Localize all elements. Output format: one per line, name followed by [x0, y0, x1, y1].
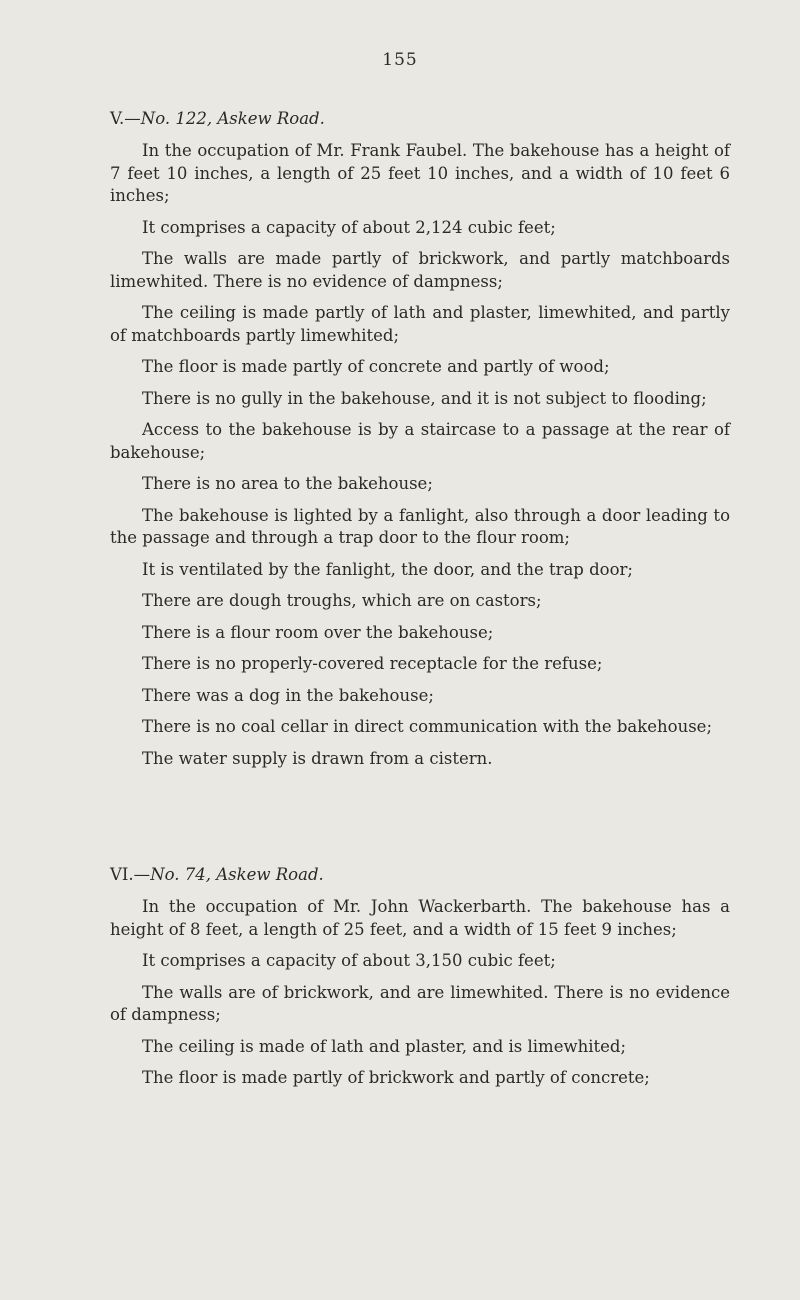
paragraph: The bakehouse is lighted by a fanlight, also through a door leading to the passage and through a trap door to the flour room;	[110, 505, 730, 547]
section-roman: V.—	[110, 109, 141, 128]
paragraph: The ceiling is made partly of lath and plaster, limewhited, and partly of matchboards partly limewhited;	[110, 303, 730, 345]
page-number: 155	[382, 50, 418, 70]
section-heading	[110, 864, 730, 886]
paragraph: Access to the bakehouse is by a staircase to a passage at the rear of bakehouse;	[110, 420, 730, 462]
section-address: No. 122, Askew Road.	[140, 109, 325, 128]
paragraph: The walls are of brickwork, and are limewhited. There is no evidence of dampness;	[110, 982, 730, 1024]
section-roman: VI.—	[110, 865, 151, 884]
paragraph: There is no area to the bakehouse;	[142, 474, 433, 493]
paragraph: It comprises a capacity of about 3,150 cubic feet;	[142, 951, 556, 970]
paragraph: There is no properly-covered receptacle for the refuse;	[142, 654, 603, 673]
paragraph: There was a dog in the bakehouse;	[142, 685, 434, 705]
paragraph: The floor is made partly of concrete and partly of wood;	[142, 357, 610, 376]
paragraph: In the occupation of Mr. John Wackerbarth. The bakehouse has a height of 8 feet, a length of 25 feet, and a width of 15 feet 9 inches;	[110, 897, 730, 939]
paragraph: The water supply is drawn from a cistern.	[142, 748, 493, 768]
section-vi	[110, 864, 730, 1099]
section-address: No. 74, Askew Road.	[150, 865, 324, 884]
paragraph: The walls are made partly of brickwork, and partly matchboards limewhited. There is no evidence of dampness;	[110, 249, 730, 291]
paragraph: There is no gully in the bakehouse, and it is not subject to flooding;	[142, 388, 707, 408]
paragraph: There are dough troughs, which are on castors;	[142, 591, 542, 610]
paragraph: The floor is made partly of brickwork and partly of concrete;	[142, 1068, 650, 1087]
paragraph: There is no coal cellar in direct communication with the bakehouse;	[142, 717, 713, 736]
paragraph: There is a flour room over the bakehouse;	[142, 622, 494, 642]
section-v	[110, 108, 730, 779]
paragraph: In the occupation of Mr. Frank Faubel. The bakehouse has a height of 7 feet 10 inches, a length of 25 feet 10 inches, and a width of 10 feet 6 inches;	[110, 141, 730, 205]
paragraph: The ceiling is made of lath and plaster, and is limewhited;	[142, 1036, 627, 1056]
section-heading	[110, 108, 730, 130]
paragraph: It is ventilated by the fanlight, the door, and the trap door;	[142, 559, 633, 579]
paragraph: It comprises a capacity of about 2,124 cubic feet;	[142, 217, 556, 237]
